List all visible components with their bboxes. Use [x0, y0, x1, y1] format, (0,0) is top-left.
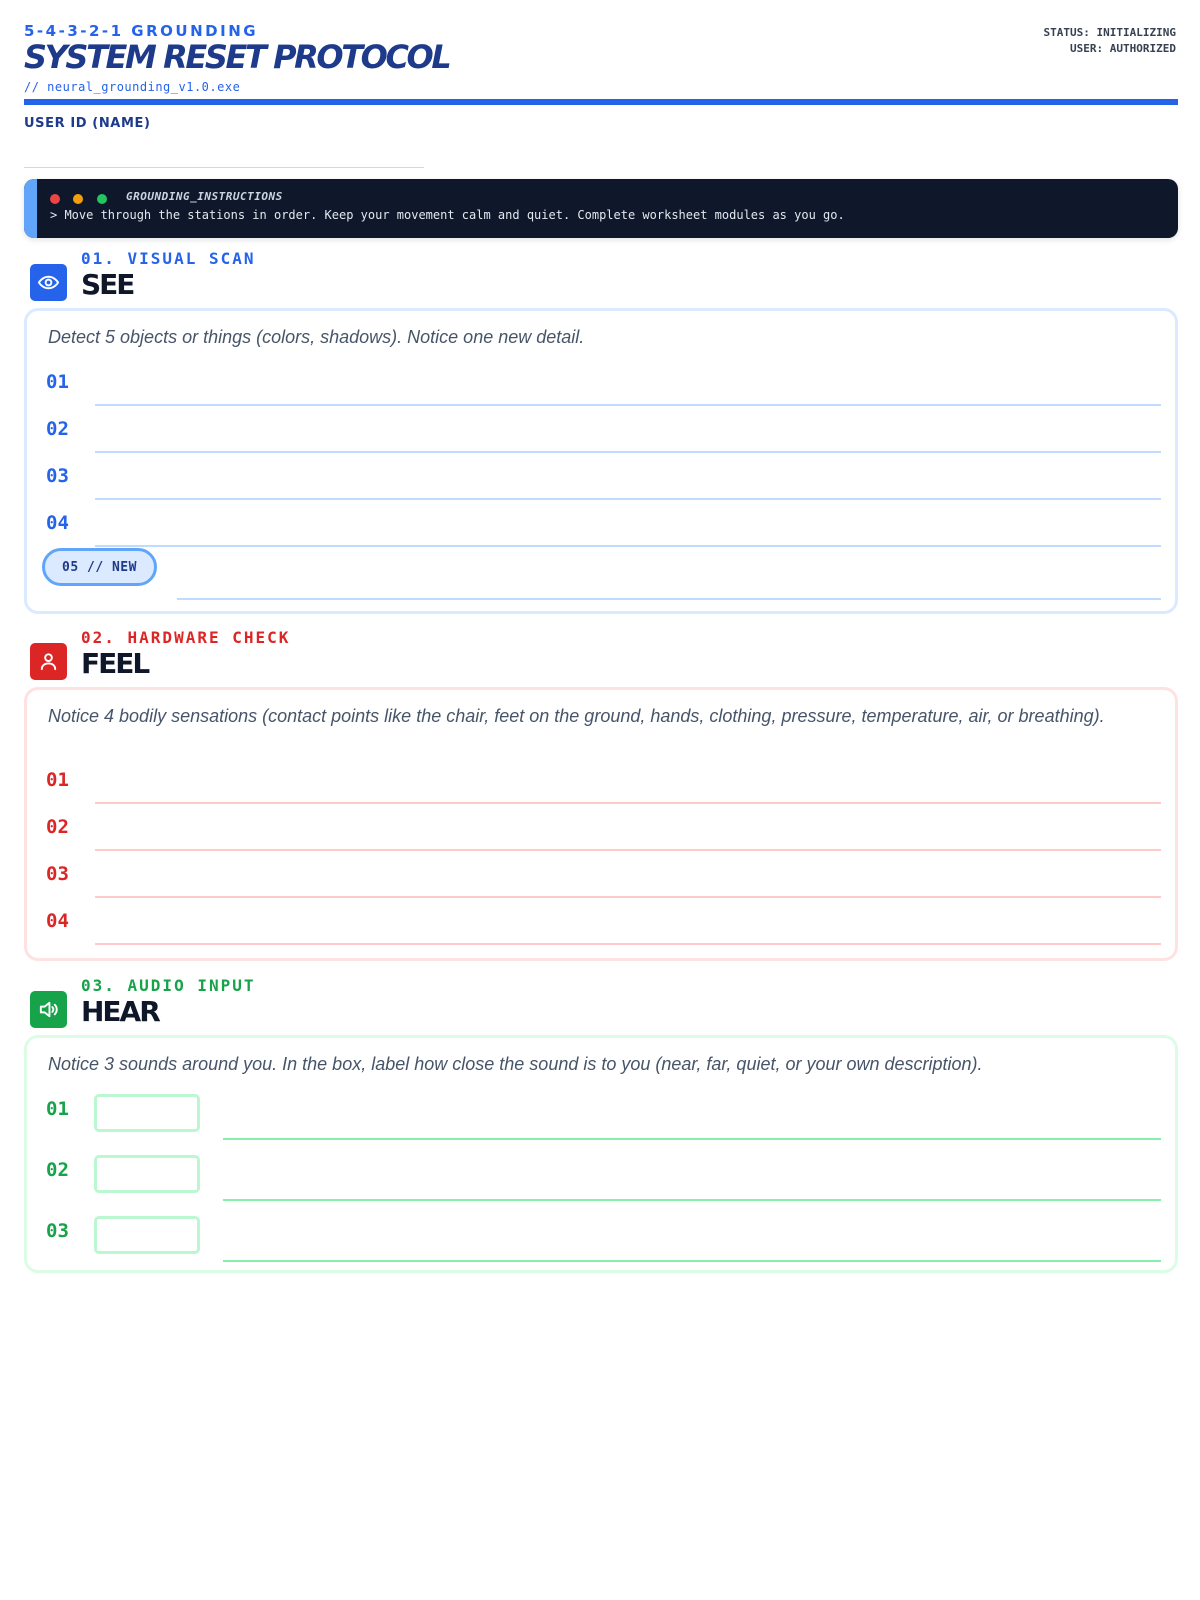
page-title: SYSTEM RESET PROTOCOL: [24, 38, 450, 76]
answer-line[interactable]: [95, 451, 1161, 453]
section-code: 02. HARDWARE CHECK: [81, 628, 291, 647]
user-line: USER: AUTHORIZED: [1070, 42, 1176, 55]
terminal-text: > Move through the stations in order. Keep your movement calm and quiet. Complete worksheet modules as you go.: [50, 208, 845, 222]
status-panel: [1044, 25, 1176, 57]
user-id-input[interactable]: [24, 138, 424, 168]
hear-card: [24, 1035, 1178, 1273]
answer-line[interactable]: [177, 598, 1161, 600]
terminal-accent-bar: [24, 179, 37, 238]
answer-line[interactable]: [95, 849, 1161, 851]
item-number: 02: [46, 1159, 69, 1181]
eye-icon: [30, 264, 67, 301]
answer-line[interactable]: [95, 802, 1161, 804]
window-minimize-dot-icon: [73, 194, 83, 204]
answer-line[interactable]: [95, 943, 1161, 945]
item-number: 01: [46, 769, 69, 791]
section-name: FEEL: [81, 647, 149, 680]
feel-card: [24, 687, 1178, 961]
header-rule: [24, 99, 1178, 105]
item-number: 03: [46, 863, 69, 885]
section-name: SEE: [81, 268, 134, 301]
status-line: STATUS: INITIALIZING: [1043, 26, 1176, 39]
see-card: [24, 308, 1178, 614]
user-id-label: USER ID (NAME): [24, 116, 151, 131]
section-name: HEAR: [81, 995, 159, 1028]
item-number: 04: [46, 512, 69, 534]
item-number: 03: [46, 1220, 69, 1242]
section-instruction: Notice 4 bodily sensations (contact points like the chair, feet on the ground, hands, clothing, pressure, temperature, air, or breathing).: [48, 706, 1105, 726]
item-number: 04: [46, 910, 69, 932]
section-instruction: Detect 5 objects or things (colors, shadows). Notice one new detail.: [48, 327, 585, 347]
item-number: 01: [46, 371, 69, 393]
section-instruction: Notice 3 sounds around you. In the box, label how close the sound is to you (near, far, quiet, or your own description).: [48, 1054, 983, 1074]
item-number: 01: [46, 1098, 69, 1120]
distance-label-box[interactable]: [94, 1094, 200, 1132]
speaker-icon: [30, 991, 67, 1028]
answer-line[interactable]: [223, 1199, 1161, 1201]
distance-label-box[interactable]: [94, 1155, 200, 1193]
item-number: 02: [46, 418, 69, 440]
item-number: 03: [46, 465, 69, 487]
answer-line[interactable]: [95, 545, 1161, 547]
answer-line[interactable]: [223, 1138, 1161, 1140]
terminal-title: GROUNDING_INSTRUCTIONS: [126, 190, 283, 203]
section-code: 03. AUDIO INPUT: [81, 976, 256, 995]
window-maximize-dot-icon: [97, 194, 107, 204]
answer-line[interactable]: [95, 498, 1161, 500]
answer-line[interactable]: [95, 896, 1161, 898]
new-detail-badge: 05 // NEW: [42, 548, 157, 586]
instructions-terminal: [24, 179, 1178, 238]
answer-line[interactable]: [223, 1260, 1161, 1262]
item-number: 02: [46, 816, 69, 838]
worksheet-kicker: 5-4-3-2-1 GROUNDING: [24, 22, 259, 40]
section-code: 01. VISUAL SCAN: [81, 249, 256, 268]
page-subtitle: // neural_grounding_v1.0.exe: [24, 80, 241, 94]
distance-label-box[interactable]: [94, 1216, 200, 1254]
person-icon: [30, 643, 67, 680]
window-close-dot-icon: [50, 194, 60, 204]
answer-line[interactable]: [95, 404, 1161, 406]
